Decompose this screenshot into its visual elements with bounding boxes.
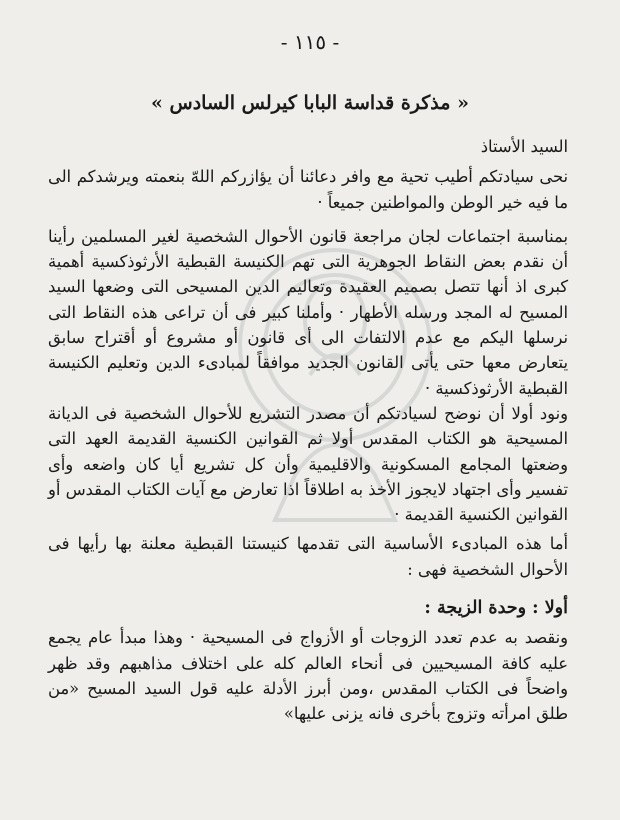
paragraph-principles: أما هذه المبادىء الأساسية التى تقدمها كنيستنا القبطية معلنة بها رأيها فى الأحوال الشخصية فهى :	[48, 534, 568, 579]
salutation: السيد الأستاذ	[480, 137, 568, 156]
paragraph-greeting: نحى سيادتكم أطيب تحية مع وافر دعائنا أن يؤازركم اللهّ بنعمته ويرشدكم الى ما فيه خير الوطن والمواطنين جميعاً ·	[48, 167, 568, 212]
paragraph-source: ونود أولا أن نوضح لسيادتكم أن مصدر التشريع للأحوال الشخصية فى الديانة المسيحية هو الكتاب المقدس أولا ثم القوانين الكنسية القديمة العهد التى وضعتها المجامع المسكونية والاقليمية وأن كل تشريع أيا كان واضعه وأى تفسير وأى اجتهاد لايجوز الأخذ به اطلاقاً اذا تعارض مع آيات الكتاب المقدس أو القوانين الكنسية القديمة ·	[48, 403, 568, 525]
page-number: - ١١٥ -	[280, 30, 340, 54]
paragraph-occasion: بمناسبة اجتماعات لجان مراجعة قانون الأحوال الشخصية لغير المسلمين رأينا أن نقدم بعض النقاط الجوهرية التى تهم الكنيسة القبطية الأرثوذكسية أهمية كبرى اذ أنها تتصل بصميم العقيدة وتعاليم الدين المسيحى التى وضعها السيد المسيح له المجد ورسله الأطهار · وأملنا كبير فى أن تراعى هذه النقاط التى نرسلها اليكم مع عدم الالتفات الى أى قانون أو مشروع أو أقتراح سابق يتعارض معها حتى يأتى القانون الجديد موافقاً لمبادىء الدين وتعليم الكنيسة القبطية الأرثوذكسية ·	[48, 226, 568, 398]
letter-body	[48, 132, 568, 727]
section-heading: أولا : وحدة الزيجة :	[424, 598, 568, 619]
page-title: « مذكرة قداسة البابا كيرلس السادس »	[151, 92, 469, 114]
paragraph-unity: ونقصد به عدم تعدد الزوجات أو الأزواج فى المسيحية · وهذا مبدأ عام يجمع عليه كافة المسيحيين فى أنحاء العالم كله على اختلاف مذاهبهم وقد ظهر واضحاً فى الكتاب المقدس ،ومن أبرز الأدلة عليه قول السيد المسيح «من طلق امرأته وتزوج بأخرى فانه يزنى عليها»	[48, 628, 568, 724]
